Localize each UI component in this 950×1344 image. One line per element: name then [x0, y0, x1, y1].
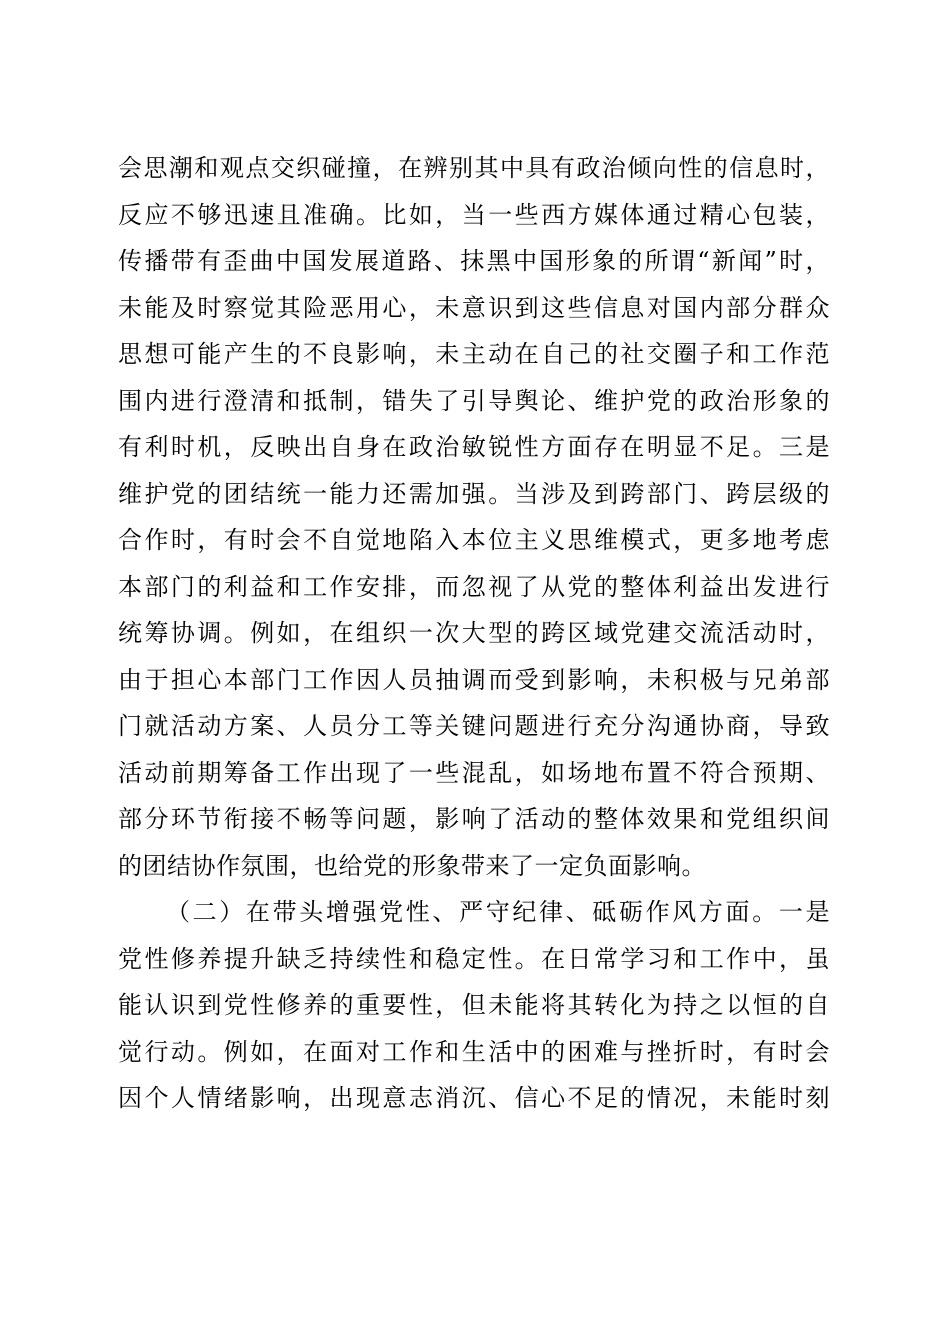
text-line: 反应不够迅速且准确。比如，当一些西方媒体通过精心包装，	[118, 200, 830, 229]
text-line: 思想可能产生的不良影响，未主动在自己的社交圈子和工作范	[118, 340, 830, 368]
text-line: 活动前期筹备工作出现了一些混乱，如场地布置不符合预期、	[118, 758, 830, 787]
text-line: 部分环节衔接不畅等问题，影响了活动的整体效果和党组织间	[118, 805, 830, 833]
text-line: 有利时机，反映出自身在政治敏锐性方面存在明显不足。三是	[118, 433, 830, 461]
text-line: 合作时，有时会不自觉地陷入本位主义思维模式，更多地考虑	[118, 526, 830, 554]
text-line: 会思潮和观点交织碰撞，在辨别其中具有政治倾向性的信息时，	[118, 154, 830, 182]
paragraph-end-line: 的团结协作氛围，也给党的形象带来了一定负面影响。	[118, 851, 706, 880]
text-line: 党性修养提升缺乏持续性和稳定性。在日常学习和工作中，虽	[118, 944, 830, 973]
text-line: 本部门的利益和工作安排，而忽视了从党的整体利益出发进行	[118, 572, 830, 601]
text-line: 未能及时察觉其险恶用心，未意识到这些信息对国内部分群众	[118, 293, 830, 322]
text-line: 维护党的团结统一能力还需加强。当涉及到跨部门、跨层级的	[118, 479, 830, 508]
text-line: 门就活动方案、人员分工等关键问题进行充分沟通协商，导致	[118, 712, 830, 740]
text-line: 统筹协调。例如，在组织一次大型的跨区域党建交流活动时，	[118, 619, 830, 647]
text-line: 因个人情绪影响，出现意志消沉、信心不足的情况，未能时刻	[118, 1084, 830, 1112]
section-heading-line: （二）在带头增强党性、严守纪律、砥砺作风方面。一是	[166, 898, 830, 926]
body-text	[118, 145, 830, 1122]
text-line: 由于担心本部门工作因人员抽调而受到影响，未积极与兄弟部	[118, 665, 830, 694]
text-line: 能认识到党性修养的重要性，但未能将其转化为持之以恒的自	[118, 991, 830, 1019]
text-line: 围内进行澄清和抵制，错失了引导舆论、维护党的政治形象的	[118, 386, 830, 415]
text-line: 传播带有歪曲中国发展道路、抹黑中国形象的所谓“新闻”时，	[118, 247, 830, 275]
text-line: 觉行动。例如，在面对工作和生活中的困难与挫折时，有时会	[118, 1037, 830, 1066]
